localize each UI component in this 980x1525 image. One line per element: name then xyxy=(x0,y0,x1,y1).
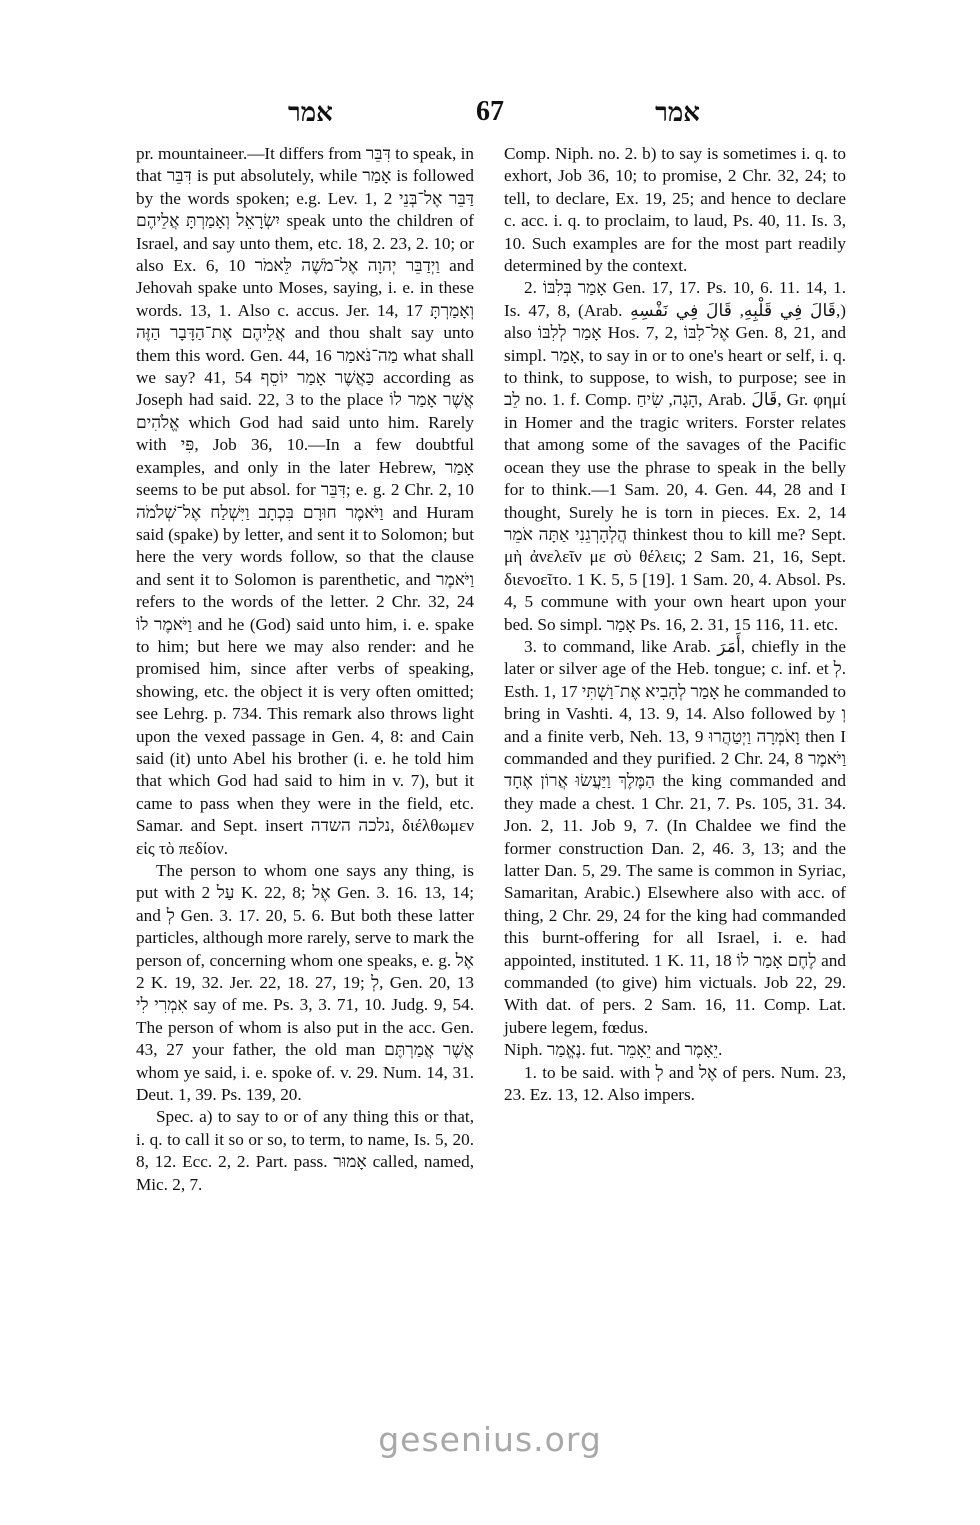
paragraph: pr. mountaineer.—It differs from דִּבֵּר to speak, in that דִּבֵּר is put absolutely, while אָמַר is followed by the words spoken; e.g. Lev. 1, 2 דַּבֵּר אֶל־בְּנֵי יִשְׂרָאֵל וְאָמַרְתָּ אֲלֵיהֶם speak unto the children of Israel, and say unto them, etc. 18, 2. 23, 2. 10; or also Ex. 6, 10 וַיְדַבֵּר יְהוָה אֶל־מֹשֶׁה לֵּאמֹר and Jehovah spake unto Moses, saying, i. e. in these words. 13, 1. Also c. accus. Jer. 14, 17 וְאָמַרְתָּ אֲלֵיהֶם אֶת־הַדָּבָר הַזֶּה and thou shalt say unto them this word. Gen. 44, 16 מַה־נֹּאמַר what shall we say? 41, 54 כַּאֲשֶׁר אָמַר יוֹסֵף according as Joseph had said. 22, 3 to the place אֲשֶׁר אָמַר לוֹ אֱלֹהִים which God had said unto him. Rarely with פִּי, Job 36, 10.—In a few doubtful examples, and only in the later Hebrew, אָמַר seems to be put absol. for דִּבֵּר; e. g. 2 Chr. 2, 10 וַיֹּאמֶר חוּרָם בִּכְתָב וַיִּשְׁלַח אֶל־שְׁלֹמֹה and Huram said (spake) by letter, and sent it to Solomon; but here the very words follow, so that the clause and sent it to Solomon is parenthetic, and וַיֹּאמֶר refers to the words of the letter. 2 Chr. 32, 24 וַיֹּאמֶר לוֹ and he (God) said unto him, i. e. spake to him; but here we may also render: and he promised him, since after verbs of speaking, showing, etc. the object it is very often omitted; see Lehrg. p. 734. This remark also throws light upon the vexed passage in Gen. 4, 8: and Cain said (it) unto Abel his brother (i. e. he told him that which God had said to him in v. 7), but it came to pass when they were in the field, etc. Samar. and Sept. insert נלכה השדה, διέλθωμεν εἰς τὸ πεδίον. xyxy=(136,144,474,858)
paragraph: 2. אָמַר בְּלִבּוֹ Gen. 17, 17. Ps. 10, 6. 11. 14, 1. Is. 47, 8, (Arab. قَالَ فِي قَلْبِهِ, قَالَ فِي نَفْسِهِ,) also אָמַר לְלִבּוֹ Hos. 7, 2, אֶל־לִבּוֹ Gen. 8, 21, and simpl. אָמַר, to say in or to one's heart or self, i. q. to think, to suppose, to wish, to purpose; see in לֵב no. 1. f. Comp. הָגָה, שִׂיחַ, Arab. قَالَ, Gr. φημί in Homer and the tragic writers. Forster relates that among some of the savages of the Pacific ocean they use the phrase to speak in the belly for to think.—1 Sam. 20, 4. Gen. 44, 28 and I thought, Surely he is torn in pieces. Ex. 2, 14 הֲלְהָרְגֵנִי אַתָּה אֹמֵר thinkest thou to kill me? Sept. μὴ ἀνελεῖν με σὺ θέλεις; 2 Sam. 21, 16, Sept. διενοεῖτο. 1 K. 5, 5 [19]. 1 Sam. 20, 4. Absol. Ps. 4, 5 commune with your own heart upon your bed. So simpl. אָמַר Ps. 16, 2. 31, 15 116, 11. etc. xyxy=(504,278,847,634)
headword-right: אמר xyxy=(655,98,700,127)
headword-left: אמר xyxy=(288,98,333,127)
paragraph: 1. to be said. with לְ and אֶל of pers. Num. 23, 23. Ez. 13, 12. Also impers. xyxy=(504,1062,846,1105)
paragraph: The person to whom one says any thing, is put with עַל 2 K. 22, 8; אֶל Gen. 3. 16. 13, 14; and לְ Gen. 3. 17. 20, 5. 6. But both these latter particles, although more rarely, serve to mark the person of, concerning whom one speaks, e. g. אֶל 2 K. 19, 32. Jer. 22, 18. 27, 19; לְ, Gen. 20, 13 אִמְרִי לִי say of me. Ps. 3, 3. 71, 10. Judg. 9, 54. The person of whom is also put in the acc. Gen. 43, 27 your father, the old man אֲשֶׁר אֲמַרְתֶּם whom ye said, i. e. spoke of. v. 29. Num. 14, 31. Deut. 1, 39. Ps. 139, 20. xyxy=(136,861,475,1105)
paragraph: 3. to command, like Arab. أَمَرَ, chiefly in the later or silver age of the Heb. tongue; c. inf. et לְ. Esth. 1, 17 אָמַר לְהָבִיא אֶת־וַשְׁתִּי he commanded to bring in Vashti. 4, 13. 9, 14. Also followed by וְ and a finite verb, Neh. 13, 9 וָאֹמְרָה וַיְטַהֲרוּ then I commanded and they purified. 2 Chr. 24, 8 וַיֹּאמֶר הַמֶּלֶךְ וַיַּעֲשׂוּ אֲרוֹן אֶחָד the king commanded and they made a chest. 1 Chr. 21, 7. Ps. 105, 31. 34. Jon. 2, 11. Job 9, 7. (In Chaldee we find the former construction Dan. 2, 46. 3, 13; and the latter Dan. 5, 29. The same is common in Syriac, Samaritan, Arabic.) Elsewhere also with acc. of thing, 2 Chr. 29, 24 for the king had commanded this burnt-offering for all Israel, i. e. had appointed, instituted. 1 K. 11, 18 לֶחֶם אָמַר לוֹ and commanded (to give) him victuals. Job 22, 29. With dat. of pers. 2 Sam. 16, 11. Comp. Lat. jubere legem, fœdus. xyxy=(504,636,847,1037)
paragraph: Spec. a) to say to or of any thing this or that, i. q. to call it so or so, to term, to name, Is. 5, 20. 8, 12. Ecc. 2, 2. Part. pass. אָמוּר called, named, Mic. 2, 7. xyxy=(136,1107,474,1194)
paragraph: Niph. נֶאֱמַר. fut. יֵאָמֵר and יֵאָמֶר. xyxy=(504,1040,723,1060)
site-watermark: gesenius.org xyxy=(378,1420,602,1459)
right-column xyxy=(504,143,846,1106)
left-column xyxy=(136,143,474,1196)
page-number: 67 xyxy=(476,96,504,127)
paragraph: Comp. Niph. no. 2. b) to say is sometimes i. q. to exhort, Job 36, 10; to promise, 2 Chr. 32, 24; to tell, to declare, Ex. 19, 25; and hence to declare c. acc. i. q. to proclaim, to laud, Ps. 40, 11. Is. 3, 10. Such examples are for the most part readily determined by the context. xyxy=(504,144,846,276)
page-header xyxy=(130,96,850,136)
